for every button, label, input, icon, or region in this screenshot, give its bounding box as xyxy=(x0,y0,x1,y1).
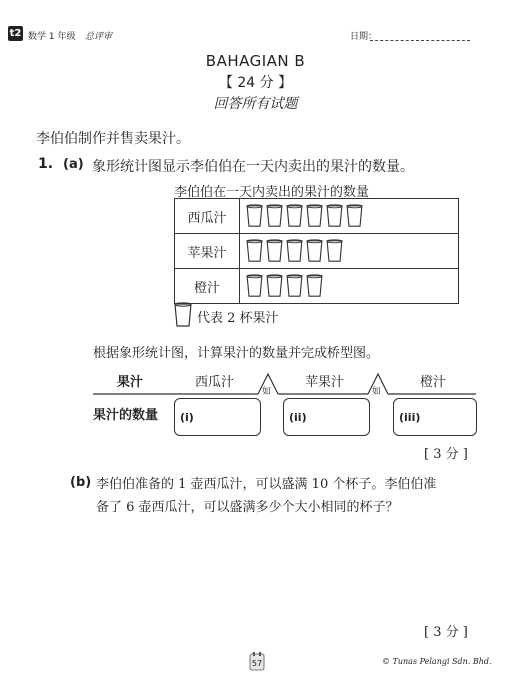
section-instruction: 回答所有试题 xyxy=(213,96,298,112)
copyright: © Tunas Pelangi Sdn. Bhd. xyxy=(382,657,492,666)
row-label-watermelon: 西瓜汁 xyxy=(175,199,240,234)
question-number: 1. xyxy=(38,156,54,172)
part-a-label: (a) xyxy=(63,157,84,172)
row-label-apple: 苹果汁 xyxy=(175,234,240,269)
section-title: BAHAGIAN B xyxy=(205,52,306,70)
part-b-line2: 备了 6 壶西瓜汁，可以盛满多少个大小相同的杯子？ xyxy=(96,500,399,515)
answer-box-ii[interactable] xyxy=(283,398,370,436)
part-b-line1: 李伯伯准备的 1 壶西瓜汁，可以盛满 10 个杯子。李伯伯准 xyxy=(96,477,437,492)
row-label-orange: 橙汁 xyxy=(175,269,240,304)
answer-box-iii[interactable] xyxy=(393,398,477,436)
part-a-marks: [ 3 分 ] xyxy=(424,447,468,462)
part-b-marks: [ 3 分 ] xyxy=(424,625,468,640)
date-label: 日期： xyxy=(350,32,378,42)
bridge-juice-apple: 苹果汁 xyxy=(305,375,345,390)
bridge-juice-orange: 橙汁 xyxy=(420,375,447,390)
section-marks: 【 24 分 】 xyxy=(218,75,293,91)
key-text: 代表 2 杯果汁 xyxy=(197,311,279,326)
bridge-instruction: 根据象形统计图，计算果汁的数量并完成桥型图。 xyxy=(93,346,380,361)
bridge-connector-1: 如 xyxy=(262,387,272,397)
blank-label: (iii) xyxy=(399,411,421,424)
blank-label: (i) xyxy=(180,411,194,424)
blank-label: (ii) xyxy=(289,411,307,424)
subject-label: 数学 1 年级 xyxy=(28,32,76,42)
bridge-connector-2: 如 xyxy=(372,387,382,397)
assessment-label: 总评审 xyxy=(85,32,113,42)
publisher-logo: t2 xyxy=(9,28,22,39)
bridge-juice-watermelon: 西瓜汁 xyxy=(195,375,235,390)
pictograph-title: 李伯伯在一天内卖出的果汁的数量 xyxy=(174,185,370,200)
intro-text: 李伯伯制作并售卖果汁。 xyxy=(36,131,190,147)
part-b-label: (b) xyxy=(70,475,92,490)
answer-box-i[interactable] xyxy=(174,398,261,436)
bridge-row1-label: 果汁 xyxy=(117,375,144,390)
page-number: 57 xyxy=(251,659,263,668)
bridge-row2-label: 果汁的数量 xyxy=(93,408,159,423)
part-a-text: 象形统计图显示李伯伯在一天内卖出的果汁的数量。 xyxy=(92,159,414,175)
